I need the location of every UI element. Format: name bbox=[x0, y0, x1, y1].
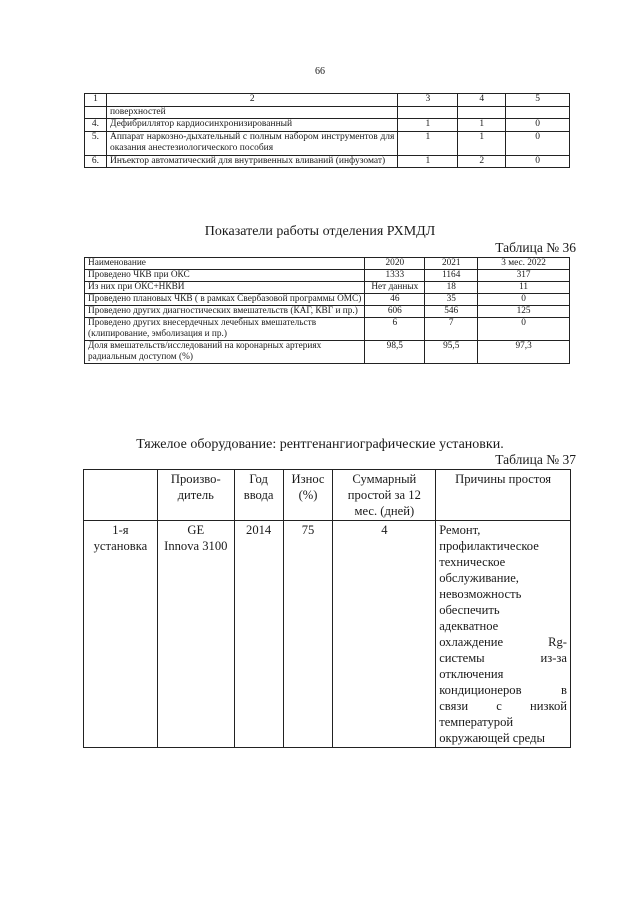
reason-line: обслуживание, bbox=[439, 571, 519, 585]
table-row bbox=[85, 106, 570, 119]
header-cell: Причины простоя bbox=[436, 470, 571, 521]
value-2020: Нет данных bbox=[365, 282, 425, 294]
reason-line: системы из-за bbox=[439, 651, 567, 665]
header-cell: Произво-дитель bbox=[157, 470, 234, 521]
row-number: 6. bbox=[85, 155, 107, 168]
section-title-rhmdl: Показатели работы отделения РХМДЛ bbox=[204, 224, 436, 239]
table-header-row bbox=[84, 470, 571, 521]
equipment-name: Инъектор автоматический для внутривенных вливаний (инфузомат) bbox=[106, 155, 397, 168]
header-cell: 1 bbox=[85, 94, 107, 107]
equipment-table-continued bbox=[84, 93, 570, 168]
value-2020: 98,5 bbox=[365, 341, 425, 364]
table-row bbox=[84, 521, 571, 748]
value-2021: 546 bbox=[425, 306, 478, 318]
table-cell: 1 bbox=[458, 119, 506, 132]
header-cell: Год ввода bbox=[234, 470, 283, 521]
reason-line: связи с низкой bbox=[439, 699, 567, 713]
table-row bbox=[85, 306, 570, 318]
header-cell bbox=[84, 470, 158, 521]
header-cell: Суммарный простой за 12 мес. (дней) bbox=[333, 470, 436, 521]
reason-line: отключения bbox=[439, 667, 504, 681]
header-cell: 2 bbox=[106, 94, 397, 107]
section-title-heavy-equipment: Тяжелое оборудование: рентгенангиографические установки. bbox=[136, 437, 504, 452]
indicator-name: Проведено других диагностических вмешательств (КАГ, КВГ и пр.) bbox=[85, 306, 365, 318]
value-2021: 18 bbox=[425, 282, 478, 294]
indicator-name: Доля вмешательств/исследований на коронарных артериях радиальным доступом (%) bbox=[85, 341, 365, 364]
table-cell: 0 bbox=[506, 119, 570, 132]
indicator-name: Из них при ОКС+НКВИ bbox=[85, 282, 365, 294]
reason-line: профилактическое bbox=[439, 539, 539, 553]
wear-percent: 75 bbox=[283, 521, 333, 748]
table-cell: 1 bbox=[398, 131, 458, 155]
header-cell: 2021 bbox=[425, 258, 478, 270]
table-row bbox=[85, 155, 570, 168]
indicator-name: Проведено ЧКВ при ОКС bbox=[85, 270, 365, 282]
value-2020: 46 bbox=[365, 294, 425, 306]
manufacturer bbox=[157, 521, 234, 748]
equipment-name: Аппарат наркозно-дыхательный с полным набором инструментов для оказания анестезиологического пособия bbox=[106, 131, 397, 155]
table-cell: 1 bbox=[458, 131, 506, 155]
value-2020: 1333 bbox=[365, 270, 425, 282]
table-header-row bbox=[85, 94, 570, 107]
reason-line: температурой bbox=[439, 715, 514, 729]
table-cell: 1 bbox=[398, 155, 458, 168]
header-cell: Наименование bbox=[85, 258, 365, 270]
table-row bbox=[85, 270, 570, 282]
reason-line: невозможность bbox=[439, 587, 522, 601]
table-row bbox=[85, 119, 570, 132]
value-2022: 97,3 bbox=[478, 341, 570, 364]
indicator-name: Проведено других внесердечных лечебных вмешательств (клипирование, эмболизация и пр.) bbox=[85, 318, 365, 341]
value-2020: 6 bbox=[365, 318, 425, 341]
table-cell: 0 bbox=[506, 131, 570, 155]
page-number: 66 bbox=[315, 66, 325, 77]
manufacturer-model: Innova 3100 bbox=[164, 539, 228, 553]
unit-name: 1-я установка bbox=[84, 521, 158, 748]
downtime-reason bbox=[436, 521, 571, 748]
angiography-units-table bbox=[83, 469, 571, 748]
reason-line: адекватное bbox=[439, 619, 499, 633]
table-cell: 2 bbox=[458, 155, 506, 168]
commission-year: 2014 bbox=[234, 521, 283, 748]
value-2020: 606 bbox=[365, 306, 425, 318]
reason-line: окружающей среды bbox=[439, 731, 545, 745]
header-cell: 3 мес. 2022 bbox=[478, 258, 570, 270]
value-2021: 35 bbox=[425, 294, 478, 306]
reason-line: техническое bbox=[439, 555, 506, 569]
downtime-days: 4 bbox=[333, 521, 436, 748]
table-cell: поверхностей bbox=[106, 106, 397, 119]
header-cell: 5 bbox=[506, 94, 570, 107]
value-2021: 7 bbox=[425, 318, 478, 341]
reason-line: Ремонт, bbox=[439, 523, 481, 537]
manufacturer-brand: GE bbox=[187, 523, 205, 537]
value-2022: 11 bbox=[478, 282, 570, 294]
header-cell: 2020 bbox=[365, 258, 425, 270]
header-cell: 4 bbox=[458, 94, 506, 107]
table-row bbox=[85, 282, 570, 294]
value-2021: 1164 bbox=[425, 270, 478, 282]
row-number: 4. bbox=[85, 119, 107, 132]
rhmdl-performance-table bbox=[84, 257, 570, 364]
reason-line: обеспечить bbox=[439, 603, 500, 617]
row-number: 5. bbox=[85, 131, 107, 155]
value-2022: 0 bbox=[478, 294, 570, 306]
indicator-name: Проведено плановых ЧКВ ( в рамках Свербазовой программы ОМС) bbox=[85, 294, 365, 306]
reason-line: охлаждение Rg- bbox=[439, 635, 567, 649]
equipment-name: Дефибриллятор кардиосинхронизированный bbox=[106, 119, 397, 132]
value-2022: 125 bbox=[478, 306, 570, 318]
value-2021: 95,5 bbox=[425, 341, 478, 364]
reason-line: кондиционеров в bbox=[439, 683, 567, 697]
table-row bbox=[85, 294, 570, 306]
table-cell: 1 bbox=[398, 119, 458, 132]
table-row bbox=[85, 341, 570, 364]
header-cell: 3 bbox=[398, 94, 458, 107]
table-label-37: Таблица № 37 bbox=[495, 452, 576, 467]
value-2022: 317 bbox=[478, 270, 570, 282]
header-cell: Износ (%) bbox=[283, 470, 333, 521]
table-row bbox=[85, 131, 570, 155]
table-label-36: Таблица № 36 bbox=[495, 240, 576, 255]
table-cell: 0 bbox=[506, 155, 570, 168]
value-2022: 0 bbox=[478, 318, 570, 341]
table-row bbox=[85, 318, 570, 341]
table-header-row bbox=[85, 258, 570, 270]
